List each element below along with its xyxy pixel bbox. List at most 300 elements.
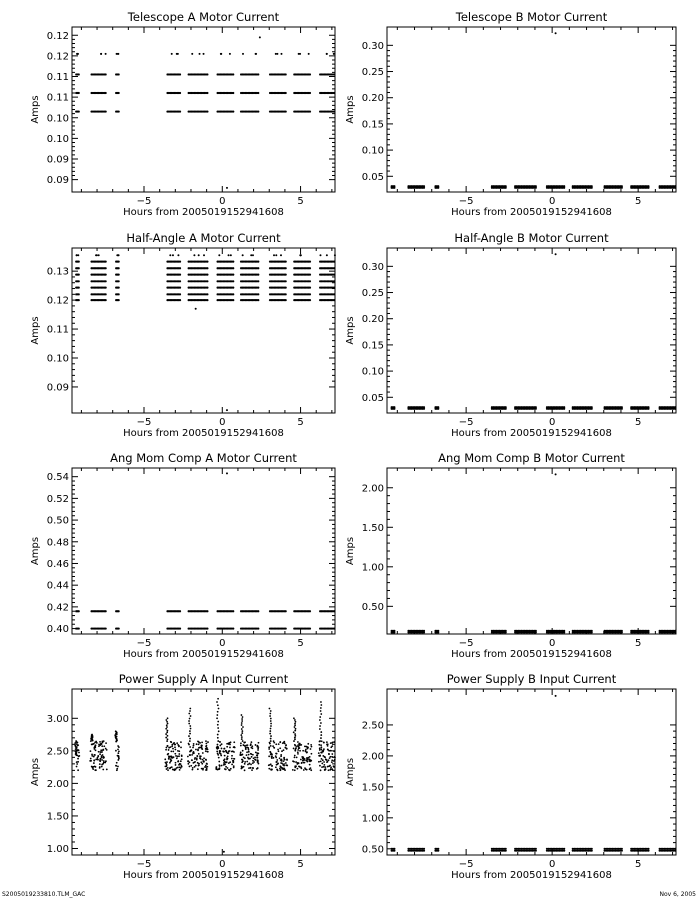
data-point [205, 769, 207, 771]
data-point [166, 721, 168, 723]
data-point [223, 751, 225, 753]
data-point [206, 745, 208, 747]
data-point [309, 293, 311, 295]
data-point [101, 745, 103, 747]
data-point [199, 53, 201, 55]
data-point [326, 53, 328, 55]
data-point [179, 110, 181, 112]
data-point [174, 746, 176, 748]
data-point [270, 710, 272, 712]
data-point [194, 766, 196, 768]
data-point [205, 740, 207, 742]
data-point [177, 767, 179, 769]
data-point [276, 764, 278, 766]
data-point [191, 759, 193, 761]
data-point [100, 751, 102, 753]
data-point [294, 726, 296, 728]
data-point [206, 110, 208, 112]
data-point [294, 737, 296, 739]
data-point [78, 280, 80, 282]
data-point [118, 73, 120, 75]
data-point [326, 254, 328, 256]
data-point [206, 763, 208, 765]
data-point [250, 753, 252, 755]
y-axis-label: Amps [30, 757, 41, 787]
data-point [216, 714, 218, 716]
data-point [334, 254, 336, 256]
data-point [118, 280, 120, 282]
y-tick-label: 0.10 [361, 145, 384, 157]
data-point [257, 92, 259, 94]
data-point [187, 756, 189, 758]
data-point [283, 757, 285, 759]
data-point [176, 53, 178, 55]
data-point [251, 756, 253, 758]
data-point [166, 761, 168, 763]
data-point [77, 53, 79, 55]
data-point [78, 293, 80, 295]
data-point [294, 756, 296, 758]
data-point [93, 747, 95, 749]
data-point [555, 473, 557, 475]
data-point [177, 760, 179, 762]
data-point [242, 740, 244, 742]
data-point [294, 730, 296, 732]
data-point [225, 750, 227, 752]
data-point [76, 743, 78, 745]
x-tick-label: 0 [219, 196, 226, 207]
data-point [223, 764, 225, 766]
data-point [218, 757, 220, 759]
data-point [170, 760, 172, 762]
data-point [437, 630, 439, 632]
data-point [311, 746, 313, 748]
x-axis-label: Hours from 2005019152941608 [451, 207, 612, 218]
data-point [257, 746, 259, 748]
data-point [180, 765, 182, 767]
data-point [327, 743, 329, 745]
data-point [231, 764, 233, 766]
data-point [232, 293, 234, 295]
data-point [304, 758, 306, 760]
data-point [232, 110, 234, 112]
data-point [203, 254, 205, 256]
data-point [178, 753, 180, 755]
chart-panel-6 [345, 451, 676, 660]
data-point [230, 254, 232, 256]
data-point [93, 762, 95, 764]
data-point [319, 254, 321, 256]
data-point [181, 754, 183, 756]
data-point [105, 299, 107, 301]
data-point [320, 713, 322, 715]
data-point [216, 701, 218, 703]
data-point [297, 741, 299, 743]
data-point [282, 742, 284, 744]
plot-frame [387, 468, 676, 634]
data-point [118, 274, 120, 276]
y-tick-label: 1.50 [361, 522, 384, 534]
data-point [308, 758, 310, 760]
data-point [294, 755, 296, 757]
data-point [281, 750, 283, 752]
data-point [294, 765, 296, 767]
data-point [437, 406, 439, 408]
data-point [176, 757, 178, 759]
data-point [206, 274, 208, 276]
data-point [189, 738, 191, 740]
plot-frame [387, 27, 676, 192]
data-point [240, 742, 242, 744]
x-tick-label: 0 [219, 859, 226, 870]
data-point [179, 73, 181, 75]
data-point [309, 627, 311, 629]
data-point [241, 728, 243, 730]
data-point [591, 848, 593, 850]
data-point [179, 769, 181, 771]
data-point [270, 740, 272, 742]
data-point [189, 751, 191, 753]
data-point [197, 762, 199, 764]
data-point [294, 738, 296, 740]
x-tick-label: −5 [458, 859, 474, 870]
data-point [228, 769, 230, 771]
plot-frame [387, 248, 676, 413]
chart-title: Ang Mom Comp A Motor Current [110, 451, 297, 465]
data-point [166, 747, 168, 749]
y-tick-label: 1.00 [361, 562, 384, 574]
data-point [117, 752, 119, 754]
data-point [206, 73, 208, 75]
data-point [257, 267, 259, 269]
data-point [285, 287, 287, 289]
data-point [280, 769, 282, 771]
data-point [285, 293, 287, 295]
data-point [201, 747, 203, 749]
data-point [203, 757, 205, 759]
data-point [320, 769, 322, 771]
data-point [270, 725, 272, 727]
data-point [171, 744, 173, 746]
data-point [216, 751, 218, 753]
data-point [247, 764, 249, 766]
data-point [309, 610, 311, 612]
data-point [203, 53, 205, 55]
data-point [105, 53, 107, 55]
data-point [251, 769, 253, 771]
data-point [189, 710, 191, 712]
data-point [331, 742, 333, 744]
data-point [75, 753, 77, 755]
x-axis-label: Hours from 2005019152941608 [451, 428, 612, 439]
x-axis-label: Hours from 2005019152941608 [451, 649, 612, 660]
data-point [105, 627, 107, 629]
data-point [189, 740, 191, 742]
data-point [100, 743, 102, 745]
data-point [100, 758, 102, 760]
data-point [329, 757, 331, 759]
data-point [319, 755, 321, 757]
data-point [295, 761, 297, 763]
data-point [280, 755, 282, 757]
data-point [242, 744, 244, 746]
data-point [166, 731, 168, 733]
data-point [177, 750, 179, 752]
data-point [250, 743, 252, 745]
y-tick-label: 2.00 [361, 751, 384, 763]
y-tick-label: 1.50 [361, 782, 384, 794]
data-point [320, 760, 322, 762]
data-point [219, 745, 221, 747]
data-point [280, 53, 282, 55]
data-point [217, 727, 219, 729]
data-point [270, 723, 272, 725]
data-point [309, 110, 311, 112]
y-tick-label: 0.44 [46, 580, 69, 592]
data-point [217, 768, 219, 770]
data-point [223, 851, 225, 853]
data-point [102, 763, 104, 765]
data-point [190, 728, 192, 730]
data-point [280, 766, 282, 768]
data-point [318, 744, 320, 746]
data-point [306, 759, 308, 761]
data-point [647, 848, 649, 850]
data-point [91, 734, 93, 736]
data-point [116, 762, 118, 764]
y-tick-label: 0.25 [361, 288, 384, 300]
y-tick-label: 0.50 [46, 515, 69, 527]
data-point [118, 267, 120, 269]
data-point [197, 768, 199, 770]
data-point [240, 745, 242, 747]
y-axis-label: Amps [345, 536, 356, 566]
data-point [328, 753, 330, 755]
data-points [75, 36, 335, 189]
data-point [293, 740, 295, 742]
data-points [391, 695, 677, 852]
data-point [285, 267, 287, 269]
data-point [309, 287, 311, 289]
data-point [201, 745, 203, 747]
data-point [189, 754, 191, 756]
data-point [257, 287, 259, 289]
x-tick-label: 0 [548, 859, 556, 870]
data-point [321, 758, 323, 760]
data-point [105, 748, 107, 750]
data-point [242, 53, 244, 55]
data-point [294, 750, 296, 752]
data-point [207, 741, 209, 743]
data-point [322, 759, 324, 761]
data-point [247, 744, 249, 746]
data-point [333, 756, 335, 758]
data-point [309, 267, 311, 269]
data-point [221, 743, 223, 745]
data-point [286, 759, 288, 761]
data-point [278, 743, 280, 745]
data-point [319, 765, 321, 767]
data-point [535, 848, 537, 850]
data-point [323, 742, 325, 744]
data-point [199, 755, 201, 757]
data-point [205, 765, 207, 767]
data-point [232, 627, 234, 629]
data-point [319, 740, 321, 742]
data-point [321, 766, 323, 768]
data-point [164, 758, 166, 760]
data-point [189, 730, 191, 732]
data-point [285, 627, 287, 629]
plot-frame [72, 689, 335, 855]
data-point [283, 741, 285, 743]
data-point [106, 769, 108, 771]
data-point [206, 92, 208, 94]
data-point [278, 750, 280, 752]
data-point [76, 254, 78, 256]
data-point [299, 766, 301, 768]
data-point [205, 743, 207, 745]
data-point [326, 741, 328, 743]
data-point [198, 753, 200, 755]
data-point [319, 747, 321, 749]
y-axis-label: Amps [345, 757, 356, 787]
data-point [282, 768, 284, 770]
data-point [217, 754, 219, 756]
y-tick-label: 0.10 [46, 133, 69, 145]
data-point [333, 610, 335, 612]
data-point [241, 736, 243, 738]
data-point [307, 746, 309, 748]
data-point [303, 769, 305, 771]
data-point [319, 749, 321, 751]
data-point [217, 737, 219, 739]
data-point [555, 32, 557, 34]
chart-title: Power Supply A Input Current [118, 672, 289, 686]
data-point [229, 53, 231, 55]
data-points [75, 472, 335, 629]
chart-title: Ang Mom Comp B Motor Current [438, 451, 625, 465]
data-point [78, 299, 80, 301]
data-point [93, 756, 95, 758]
x-tick-label: −5 [458, 638, 474, 649]
data-point [229, 761, 231, 763]
data-point [320, 731, 322, 733]
chart-title: Power Supply B Input Current [446, 672, 617, 686]
data-point [165, 765, 167, 767]
data-point [168, 758, 170, 760]
data-point [187, 760, 189, 762]
data-point [217, 744, 219, 746]
x-tick-label: −5 [458, 417, 474, 428]
data-point [319, 716, 321, 718]
data-point [330, 766, 332, 768]
data-point [118, 610, 120, 612]
x-tick-label: −5 [458, 196, 474, 207]
data-point [270, 769, 272, 771]
y-tick-label: 3.00 [46, 713, 69, 725]
data-point [301, 762, 303, 764]
data-point [320, 734, 322, 736]
data-point [198, 254, 200, 256]
footer-filename: S2005019233810.TLM_GAC [2, 891, 86, 898]
data-point [320, 746, 322, 748]
data-point [246, 751, 248, 753]
data-point [320, 710, 322, 712]
data-point [299, 750, 301, 752]
data-point [118, 287, 120, 289]
x-tick-label: 5 [297, 417, 304, 428]
data-point [179, 627, 181, 629]
data-point [251, 745, 253, 747]
data-point [179, 299, 181, 301]
data-point [218, 254, 220, 256]
data-point [98, 751, 100, 753]
y-tick-label: 0.46 [46, 558, 69, 570]
data-points [74, 698, 336, 853]
data-point [226, 743, 228, 745]
data-point [328, 750, 330, 752]
data-point [295, 748, 297, 750]
data-point [165, 733, 167, 735]
data-point [233, 746, 235, 748]
data-point [229, 747, 231, 749]
data-point [247, 747, 249, 749]
data-point [306, 752, 308, 754]
data-point [207, 748, 209, 750]
data-point [252, 767, 254, 769]
data-point [192, 767, 194, 769]
y-tick-label: 0.13 [46, 266, 69, 278]
data-point [100, 53, 102, 55]
data-point [241, 766, 243, 768]
data-point [275, 755, 277, 757]
data-point [621, 848, 623, 850]
data-point [294, 735, 296, 737]
data-point [285, 610, 287, 612]
data-point [78, 755, 80, 757]
data-point [189, 733, 191, 735]
data-point [117, 254, 119, 256]
data-point [188, 735, 190, 737]
data-point [333, 53, 335, 55]
data-point [244, 741, 246, 743]
data-point [176, 742, 178, 744]
data-point [293, 717, 295, 719]
data-point [171, 745, 173, 747]
data-point [257, 610, 259, 612]
y-tick-label: 0.30 [361, 261, 384, 273]
data-point [172, 751, 174, 753]
y-tick-label: 1.00 [46, 843, 69, 855]
data-point [227, 767, 229, 769]
data-point [294, 769, 296, 771]
data-point [95, 749, 97, 751]
data-point [270, 745, 272, 747]
data-point [95, 766, 97, 768]
data-point [241, 720, 243, 722]
data-point [323, 761, 325, 763]
data-point [103, 745, 105, 747]
data-point [257, 767, 259, 769]
data-point [99, 741, 101, 743]
data-point [217, 704, 219, 706]
data-point [296, 756, 298, 758]
data-point [118, 750, 120, 752]
x-axis-label: Hours from 2005019152941608 [123, 870, 284, 881]
data-point [193, 254, 195, 256]
data-point [231, 758, 233, 760]
